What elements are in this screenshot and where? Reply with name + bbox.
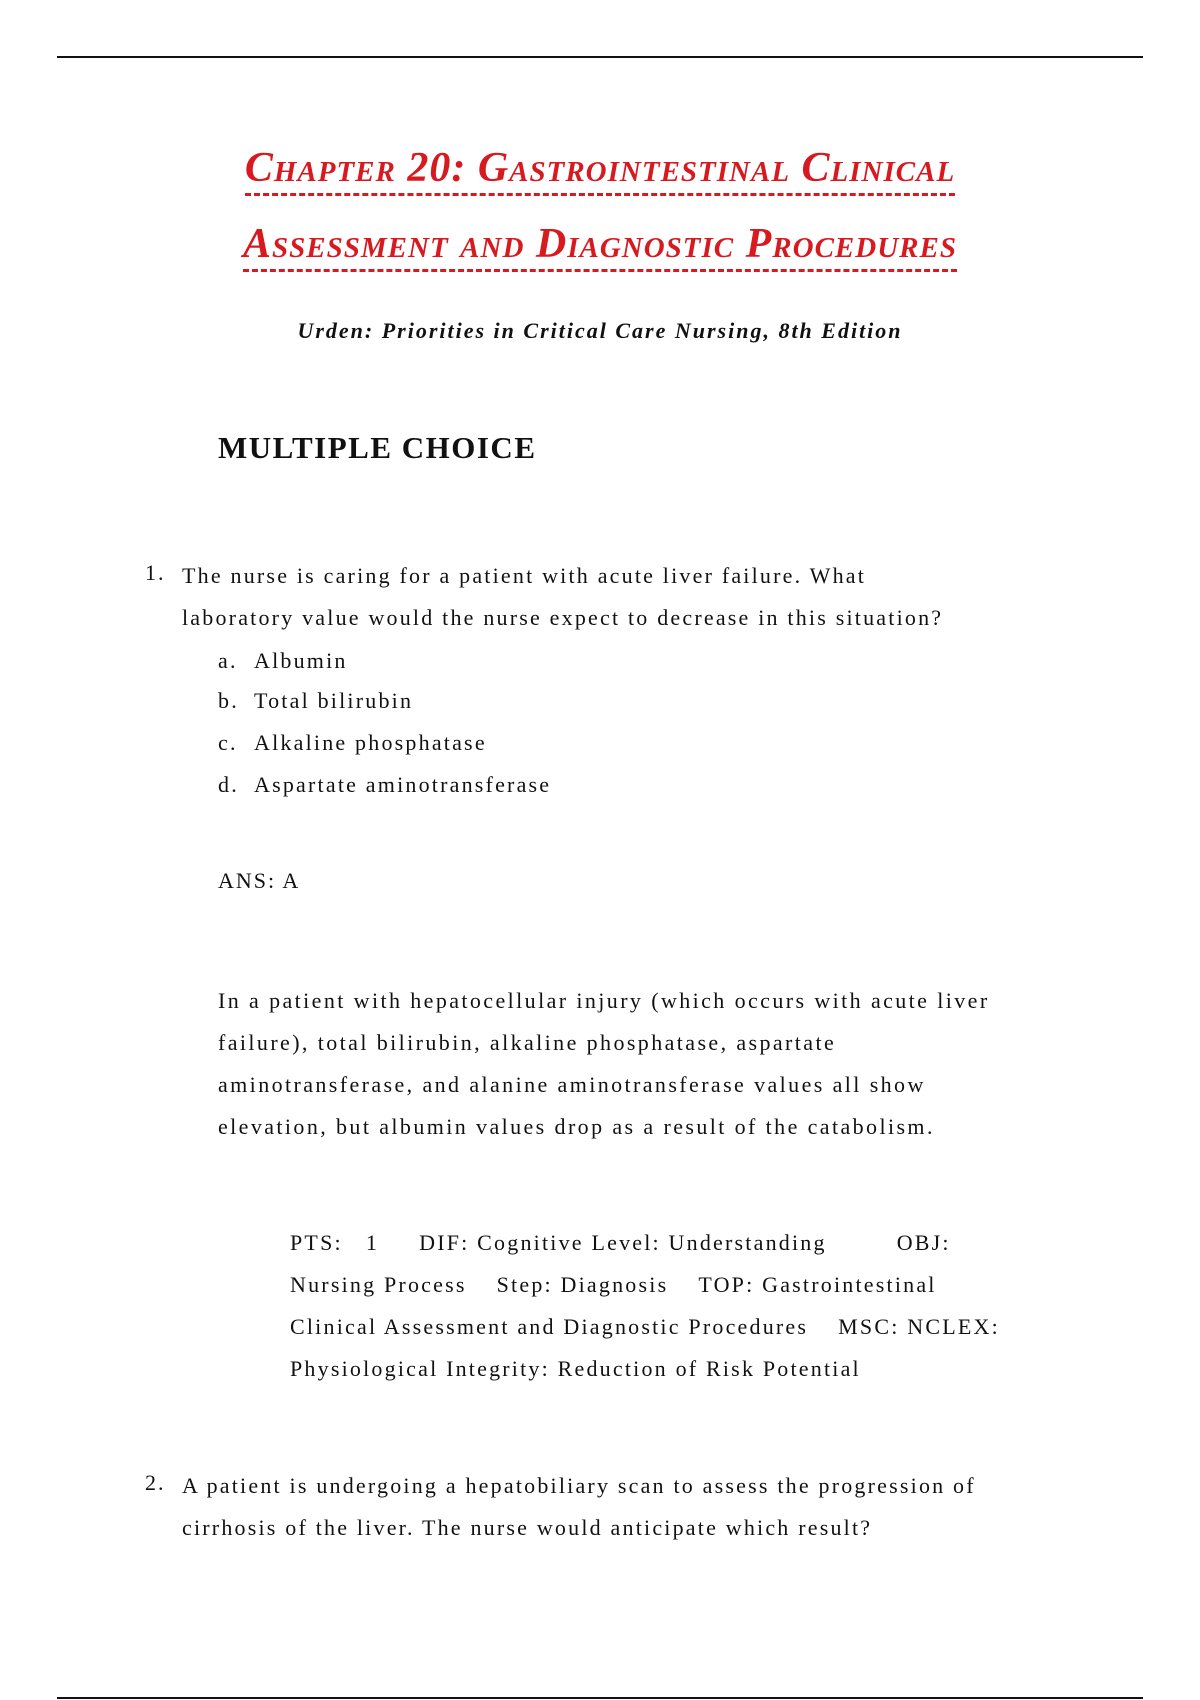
question-1-text-line-2: laboratory value would the nurse expect to decrease in this situation? xyxy=(182,605,944,630)
question-metadata xyxy=(290,1222,1070,1390)
section-heading: MULTIPLE CHOICE xyxy=(218,430,537,465)
metadata-line-1 xyxy=(290,1222,1070,1264)
top-value: TOP: Gastrointestinal xyxy=(698,1272,937,1297)
rationale-line: elevation, but albumin values drop as a result of the catabolism. xyxy=(218,1114,935,1139)
chapter-title-line-1: Chapter 20: Gastrointestinal Clinical xyxy=(0,144,1200,192)
question-1-text xyxy=(182,555,943,639)
option-text: Alkaline phosphatase xyxy=(254,730,487,755)
question-2-number: 2. xyxy=(145,1470,166,1495)
question-2-text-line-1: A patient is undergoing a hepatobiliary scan to assess the progression of xyxy=(182,1473,976,1498)
metadata-line-2 xyxy=(290,1264,1070,1306)
top-value-cont: Clinical Assessment and Diagnostic Procedures xyxy=(290,1314,809,1339)
metadata-line-3 xyxy=(290,1306,1070,1348)
msc-value-cont: Physiological Integrity: Reduction of Risk Potential xyxy=(290,1356,861,1381)
option-d xyxy=(218,772,551,798)
rationale-line: aminotransferase, and alanine aminotransferase values all show xyxy=(218,1072,926,1097)
option-text: Albumin xyxy=(254,648,348,673)
answer-key: ANS: A xyxy=(218,868,301,893)
chapter-title-line-2: Assessment and Diagnostic Procedures xyxy=(0,220,1200,268)
metadata-line-4 xyxy=(290,1348,1070,1390)
dif-value: DIF: Cognitive Level: Understanding xyxy=(419,1230,827,1255)
option-letter: b. xyxy=(218,688,239,713)
pts-value: PTS: 1 xyxy=(290,1230,380,1255)
question-1-text-line-1: The nurse is caring for a patient with acute liver failure. What xyxy=(182,563,867,588)
rationale-line: In a patient with hepatocellular injury (which occurs with acute liver xyxy=(218,988,990,1013)
option-c xyxy=(218,730,487,756)
option-letter: d. xyxy=(218,772,239,797)
obj-value: Nursing Process xyxy=(290,1272,467,1297)
rationale-line: failure), total bilirubin, alkaline phosphatase, aspartate xyxy=(218,1030,837,1055)
option-a xyxy=(218,648,348,674)
question-2-text-line-2: cirrhosis of the liver. The nurse would anticipate which result? xyxy=(182,1515,873,1540)
msc-value: MSC: NCLEX: xyxy=(838,1314,1000,1339)
question-2-text xyxy=(182,1465,976,1549)
rationale xyxy=(218,980,1048,1148)
book-subtitle: Urden: Priorities in Critical Care Nursing, 8th Edition xyxy=(297,318,903,343)
question-1-number: 1. xyxy=(145,560,166,585)
option-letter: c. xyxy=(218,730,238,755)
step-value: Step: Diagnosis xyxy=(496,1272,669,1297)
option-text: Aspartate aminotransferase xyxy=(254,772,552,797)
option-letter: a. xyxy=(218,648,238,673)
bottom-rule xyxy=(57,1697,1143,1699)
option-text: Total bilirubin xyxy=(254,688,414,713)
obj-label: OBJ: xyxy=(896,1230,951,1255)
top-rule xyxy=(57,56,1143,58)
option-b xyxy=(218,688,413,714)
